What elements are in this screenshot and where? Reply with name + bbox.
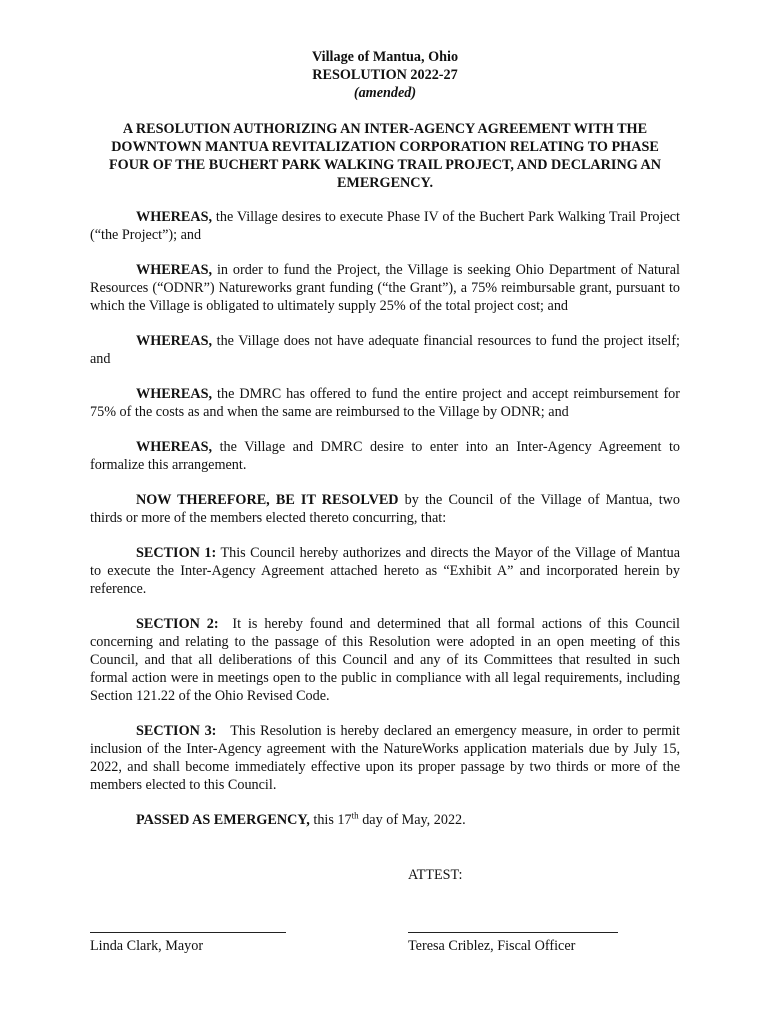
- resolved-text: by the Council of the Village of Mantua, two thirds or more of the members elected thereto concurring, that:: [90, 492, 680, 526]
- whereas-text: the Village desires to execute Phase IV of the Buchert Park Walking Trail Project (“the Project”); and: [90, 209, 680, 243]
- whereas-paragraph: [90, 438, 680, 474]
- section-lead: SECTION 1:: [136, 545, 217, 561]
- whereas-text: the DMRC has offered to fund the entire project and accept reimbursement for 75% of the costs as and when the same are reimbursed to the Village by ODNR; and: [90, 386, 680, 420]
- passed-paragraph: [90, 811, 680, 829]
- section-lead: SECTION 2:: [136, 616, 219, 632]
- whereas-lead: WHEREAS,: [136, 262, 213, 278]
- resolved-paragraph: [90, 491, 680, 527]
- resolved-lead: NOW THEREFORE, BE IT RESOLVED: [136, 492, 399, 508]
- section-text: This Resolution is hereby declared an emergency measure, in order to permit inclusion of the Inter-Agency agreement with the NatureWorks application materials due by July 15, 2022, and shall become immediately effective upon its proper passage by two thirds or more of the members elected to this Council.: [90, 723, 684, 793]
- whereas-text: in order to fund the Project, the Village is seeking Ohio Department of Natural Resources (“ODNR”) Natureworks grant funding (“the Grant”), a 75% reimbursable grant, pursuant to which the Village is obligated to ultimately supply 25% of the total project cost; and: [90, 262, 680, 314]
- section-text: This Council hereby authorizes and directs the Mayor of the Village of Mantua to execute the Inter-Agency Agreement attached hereto as “Exhibit A” and incorporated herein by reference.: [90, 545, 684, 597]
- whereas-lead: WHEREAS,: [136, 209, 213, 225]
- whereas-paragraph: [90, 332, 680, 368]
- amended-note: (amended): [353, 85, 417, 101]
- whereas-text: the Village and DMRC desire to enter into an Inter-Agency Agreement to formalize this arrangement.: [90, 439, 680, 473]
- whereas-text: the Village does not have adequate financial resources to fund the project itself; and: [90, 333, 680, 367]
- resolution-body: [90, 208, 684, 829]
- mayor-signature-line: [90, 932, 286, 933]
- whereas-lead: WHEREAS,: [136, 439, 213, 455]
- village-name: Village of Mantua, Ohio: [311, 49, 459, 65]
- fiscal-officer-signature-line: [408, 932, 618, 933]
- mayor-name: Linda Clark, Mayor: [90, 938, 204, 954]
- whereas-paragraph: [90, 385, 680, 421]
- section-3-paragraph: [90, 722, 684, 794]
- passed-text: this 17: [309, 812, 352, 828]
- passed-lead: PASSED AS EMERGENCY,: [136, 812, 310, 828]
- attest-label: ATTEST:: [408, 867, 463, 883]
- resolution-number: RESOLUTION 2022-27: [312, 67, 458, 83]
- passed-ordinal: th: [351, 810, 359, 821]
- passed-date: day of May, 2022.: [358, 812, 466, 828]
- resolution-title: A RESOLUTION AUTHORIZING AN INTER-AGENCY AGREEMENT WITH THE DOWNTOWN MANTUA REVITALIZATION CORPORATION RELATING TO PHASE FOUR OF THE BUCHERT PARK WALKING TRAIL PROJECT, AND DECLARING AN EMERGENCY.: [109, 121, 661, 191]
- document-header: [0, 48, 770, 102]
- whereas-paragraph: [90, 208, 680, 244]
- section-lead: SECTION 3:: [136, 723, 217, 739]
- whereas-lead: WHEREAS,: [136, 386, 213, 402]
- fiscal-officer-name: Teresa Criblez, Fiscal Officer: [408, 938, 576, 954]
- section-text: It is hereby found and determined that all formal actions of this Council concerning and relating to the passage of this Resolution were adopted in an open meeting of this Council, and that all deliberations of this Council and any of its Committees that resulted in such formal action were in meetings open to the public in compliance with all legal requirements, including Section 121.22 of the Ohio Revised Code.: [90, 616, 684, 704]
- section-2-paragraph: [90, 615, 684, 705]
- whereas-paragraph: [90, 261, 680, 315]
- section-1-paragraph: [90, 544, 684, 598]
- whereas-lead: WHEREAS,: [136, 333, 213, 349]
